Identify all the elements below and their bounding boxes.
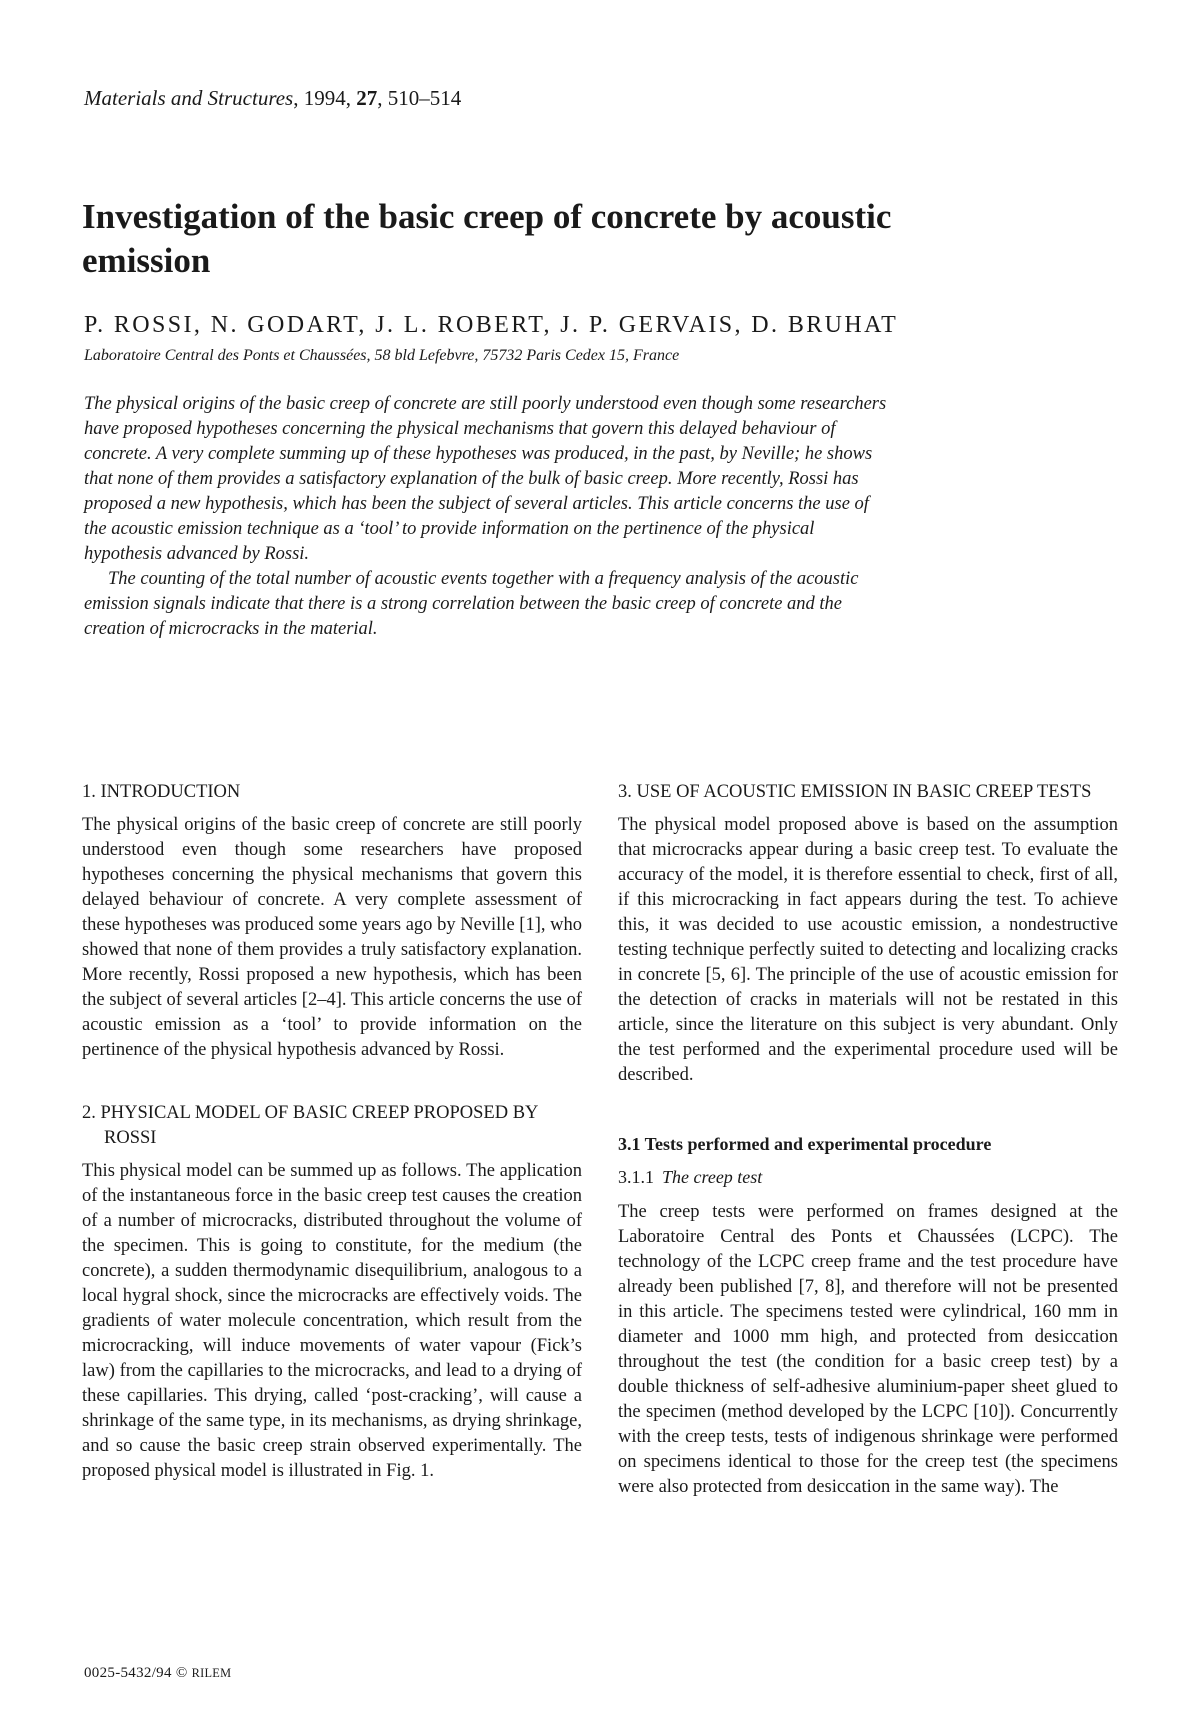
journal-year: , 1994, bbox=[293, 86, 357, 110]
publisher-org: RILEM bbox=[191, 1666, 232, 1680]
abstract bbox=[84, 392, 896, 642]
footer-code bbox=[84, 1665, 231, 1682]
creep-test-body: The creep tests were performed on frames designed at the Laboratoire Central des Ponts et Chaussées (LCPC). The technology of the LCPC creep frame and the test procedure have already been published [7, 8], and therefore will not be presented in this article. The specimens tested were cylindrical, 160 mm in diameter and 1000 mm high, and protected from desiccation throughout the test (the condition for a basic creep test) by a double thickness of self-adhesive aluminium-paper sheet glued to the specimen (method developed by the LCPC [10]). Concurrently with the creep tests, tests of indigenous shrinkage were performed on specimens identical to those for the creep test (the specimens were also protected from desiccation in the same way). The bbox=[618, 1202, 1118, 1497]
section-heading-introduction: 1. INTRODUCTION bbox=[82, 782, 241, 802]
author-list: P. ROSSI, N. GODART, J. L. ROBERT, J. P. GERVAIS, D. BRUHAT bbox=[84, 312, 899, 338]
journal-volume: 27 bbox=[356, 86, 378, 110]
physical-model-body: This physical model can be summed up as follows. The application of the instantaneous force in the basic creep test causes the creation of a number of microcracks, distributed throughout the volume of the specimen. This is going to constitute, for the medium (the concrete), a sudden thermodynamic disequilibrium, analogous to a local hygral shock, since the microcracks are effectively voids. The gradients of water molecule concentration, which result from the microcracking, will induce movements of water vapour (Fick’s law) from the capillaries to the microcracks, and lead to a drying of these capillaries. This drying, called ‘post-cracking’, will cause a shrinkage of the same type, in its mechanisms, as drying shrinkage, and so cause the basic creep strain observed experimentally. The proposed physical model is illustrated in Fig. 1. bbox=[82, 1161, 582, 1481]
introduction-body: The physical origins of the basic creep of concrete are still poorly understood even though some researchers have proposed hypotheses concerning the physical mechanisms that govern this delayed behaviour of concrete. A very complete assessment of these hypotheses was produced some years ago by Neville [1], who showed that none of them provides a truly satisfactory explanation. More recently, Rossi proposed a new hypothesis, which has been the subject of several articles [2–4]. This article concerns the use of acoustic emission as a ‘tool’ to provide information on the pertinence of the physical hypothesis advanced by Rossi. bbox=[82, 815, 582, 1060]
subsubsection-number: 3.1.1 bbox=[618, 1167, 654, 1187]
journal-citation bbox=[84, 86, 461, 111]
subsubsection-heading-creep-test bbox=[618, 1165, 1118, 1190]
paper-title: Investigation of the basic creep of concrete by acoustic emission bbox=[82, 197, 892, 280]
abstract-paragraph: The counting of the total number of acoustic events together with a frequency analysis of the acoustic emission signals indicate that there is a strong correlation between the basic creep of concrete and the creation of microcracks in the material. bbox=[84, 569, 859, 639]
affiliation: Laboratoire Central des Ponts et Chaussées, 58 bld Lefebvre, 75732 Paris Cedex 15, France bbox=[84, 347, 680, 364]
right-column bbox=[618, 780, 1118, 1500]
copyright-icon: © bbox=[175, 1665, 188, 1681]
acoustic-emission-body: The physical model proposed above is based on the assumption that microcracks appear during a basic creep test. To evaluate the accuracy of the model, it is therefore essential to check, first of all, if this microcracking in fact appears during the test. To achieve this, it was decided to use acoustic emission, a nondestructive testing technique perfectly suited to detecting and localizing cracks in concrete [5, 6]. The principle of the use of acoustic emission for the detection of cracks in materials will not be restated in this article, since the literature on this subject is very abundant. Only the test performed and the experimental procedure used will be described. bbox=[618, 815, 1118, 1085]
left-column bbox=[82, 780, 582, 1484]
issn-code: 0025-5432/94 bbox=[84, 1665, 172, 1681]
journal-pages: , 510–514 bbox=[377, 86, 462, 110]
section-heading-physical-model: 2. PHYSICAL MODEL OF BASIC CREEP PROPOSED BY ROSSI bbox=[82, 1103, 538, 1148]
abstract-paragraph: The physical origins of the basic creep of concrete are still poorly understood even though some researchers have proposed hypotheses concerning the physical mechanisms that govern this delayed behaviour of concrete. A very complete summing up of these hypotheses was produced, in the past, by Neville; he shows that none of them provides a satisfactory explanation of the bulk of basic creep. More recently, Rossi has proposed a new hypothesis, which has been the subject of several articles. This article concerns the use of the acoustic emission technique as a ‘tool’ to provide information on the pertinence of the physical hypothesis advanced by Rossi. bbox=[84, 394, 887, 564]
journal-name: Materials and Structures bbox=[84, 86, 294, 110]
section-heading-acoustic-emission: 3. USE OF ACOUSTIC EMISSION IN BASIC CREEP TESTS bbox=[618, 782, 1092, 802]
subsubsection-title: The creep test bbox=[662, 1167, 763, 1187]
subsection-heading-tests: 3.1 Tests performed and experimental procedure bbox=[618, 1134, 992, 1154]
